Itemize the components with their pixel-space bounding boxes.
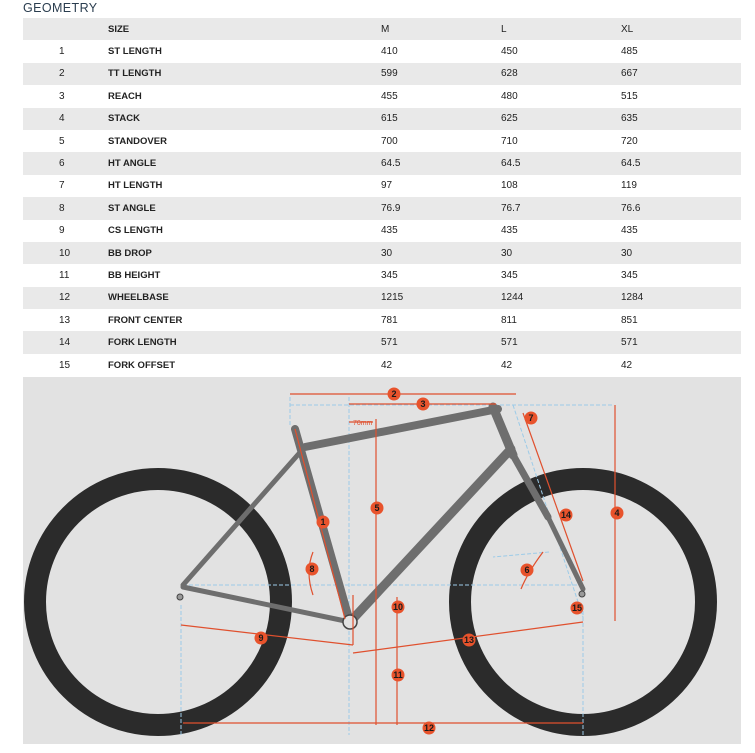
table-row	[23, 40, 741, 62]
svg-text:2: 2	[391, 389, 397, 399]
row-number: 7	[59, 180, 65, 192]
row-number: 1	[59, 46, 65, 58]
table-header-row	[23, 18, 741, 40]
table-row	[23, 63, 741, 85]
marker-6	[521, 564, 534, 577]
marker-9	[255, 632, 268, 645]
header-size: SIZE	[108, 23, 130, 35]
row-label: TT LENGTH	[108, 68, 162, 80]
header-m: M	[381, 23, 390, 35]
value-l: 76.7	[501, 202, 521, 214]
value-m: 435	[381, 225, 398, 237]
value-xl: 435	[621, 225, 638, 237]
marker-13	[463, 634, 476, 647]
svg-text:10: 10	[392, 602, 404, 612]
front-axle	[579, 591, 585, 597]
value-xl: 1284	[621, 292, 644, 304]
table-row	[23, 242, 741, 264]
row-label: WHEELBASE	[108, 292, 169, 304]
row-number: 10	[59, 247, 71, 259]
row-number: 14	[59, 337, 71, 349]
value-xl: 345	[621, 269, 638, 281]
svg-text:1: 1	[320, 517, 326, 527]
row-number: 4	[59, 113, 65, 125]
marker-1	[317, 516, 330, 529]
row-number: 13	[59, 314, 71, 326]
value-xl: 76.6	[621, 202, 641, 214]
value-xl: 635	[621, 113, 638, 125]
row-label: BB DROP	[108, 247, 152, 259]
value-m: 1215	[381, 292, 404, 304]
value-xl: 720	[621, 135, 638, 147]
front-wheel	[460, 479, 706, 725]
table-body	[23, 40, 741, 376]
row-label: HT ANGLE	[108, 158, 157, 170]
value-xl: 30	[621, 247, 633, 259]
value-xl: 667	[621, 68, 638, 80]
marker-14	[560, 509, 573, 522]
value-xl: 571	[621, 337, 638, 349]
table-row	[23, 175, 741, 197]
header-num	[23, 18, 108, 40]
value-xl: 485	[621, 46, 638, 58]
value-l: 450	[501, 46, 518, 58]
value-l: 710	[501, 135, 518, 147]
table-row	[23, 220, 741, 242]
svg-text:4: 4	[614, 508, 620, 518]
row-number: 2	[59, 68, 65, 80]
row-number: 5	[59, 135, 65, 147]
row-label: ST ANGLE	[108, 202, 156, 214]
value-m: 64.5	[381, 158, 401, 170]
table-row	[23, 354, 741, 376]
row-label: HT LENGTH	[108, 180, 163, 192]
rear-axle	[177, 594, 183, 600]
value-l: 345	[501, 269, 518, 281]
value-l: 435	[501, 225, 518, 237]
svg-text:13: 13	[463, 635, 475, 645]
table-row	[23, 152, 741, 174]
table-row	[23, 130, 741, 152]
table-row	[23, 309, 741, 331]
geometry-table	[23, 18, 741, 376]
value-l: 811	[501, 314, 517, 326]
row-label: CS LENGTH	[108, 225, 163, 237]
svg-text:12: 12	[423, 723, 435, 733]
value-l: 571	[501, 337, 518, 349]
svg-text:11: 11	[393, 670, 403, 680]
value-l: 42	[501, 359, 513, 371]
row-label: REACH	[108, 90, 142, 102]
value-m: 571	[381, 337, 398, 349]
header-l: L	[501, 23, 507, 35]
value-m: 30	[381, 247, 393, 259]
row-number: 12	[59, 292, 71, 304]
row-label: FORK OFFSET	[108, 359, 176, 371]
row-number: 3	[59, 90, 65, 102]
bike-frame	[183, 407, 583, 622]
row-label: STACK	[108, 113, 141, 125]
value-m: 615	[381, 113, 398, 125]
svg-text:8: 8	[309, 564, 315, 574]
table-row	[23, 85, 741, 107]
marker-10	[392, 601, 405, 614]
row-label: BB HEIGHT	[108, 269, 161, 281]
value-l: 628	[501, 68, 518, 80]
table-row	[23, 287, 741, 309]
svg-text:5: 5	[374, 503, 380, 513]
marker-4	[611, 507, 624, 520]
section-title: GEOMETRY	[23, 1, 98, 15]
table-row	[23, 197, 741, 219]
value-m: 455	[381, 90, 398, 102]
value-m: 410	[381, 46, 398, 58]
value-m: 76.9	[381, 202, 401, 214]
row-label: FORK LENGTH	[108, 337, 177, 349]
value-l: 625	[501, 113, 518, 125]
svg-text:15: 15	[571, 603, 583, 613]
value-xl: 64.5	[621, 158, 641, 170]
marker-11	[392, 669, 405, 682]
value-xl: 42	[621, 359, 633, 371]
table-row	[23, 264, 741, 286]
value-l: 108	[501, 180, 518, 192]
row-number: 8	[59, 202, 65, 214]
value-m: 700	[381, 135, 398, 147]
svg-text:14: 14	[560, 510, 572, 520]
value-xl: 119	[621, 180, 637, 192]
value-l: 480	[501, 90, 518, 102]
value-xl: 851	[621, 314, 638, 326]
header-xl: XL	[621, 23, 634, 35]
value-xl: 515	[621, 90, 638, 102]
svg-text:3: 3	[420, 399, 426, 409]
value-l: 1244	[501, 292, 524, 304]
marker-8	[306, 563, 319, 576]
marker-3	[417, 398, 430, 411]
value-m: 42	[381, 359, 393, 371]
row-label: STANDOVER	[108, 135, 167, 147]
marker-2	[388, 388, 401, 401]
svg-text:7: 7	[528, 413, 534, 423]
row-number: 15	[59, 359, 71, 371]
row-number: 6	[59, 158, 65, 170]
row-number: 11	[59, 269, 70, 281]
marker-5	[371, 502, 384, 515]
value-l: 30	[501, 247, 513, 259]
row-label: FRONT CENTER	[108, 314, 183, 326]
marker-7	[525, 412, 538, 425]
row-number: 9	[59, 225, 65, 237]
svg-text:6: 6	[524, 565, 530, 575]
bike-diagram-svg	[23, 377, 741, 744]
bike-geometry-diagram	[23, 377, 741, 744]
table-row	[23, 108, 741, 130]
value-m: 97	[381, 180, 393, 192]
value-m: 599	[381, 68, 398, 80]
offset-label: 70mm	[353, 420, 373, 427]
marker-12	[423, 722, 436, 735]
value-l: 64.5	[501, 158, 521, 170]
table-row	[23, 331, 741, 353]
value-m: 345	[381, 269, 398, 281]
svg-text:9: 9	[258, 633, 264, 643]
marker-15	[571, 602, 584, 615]
row-label: ST LENGTH	[108, 46, 162, 58]
value-m: 781	[381, 314, 398, 326]
